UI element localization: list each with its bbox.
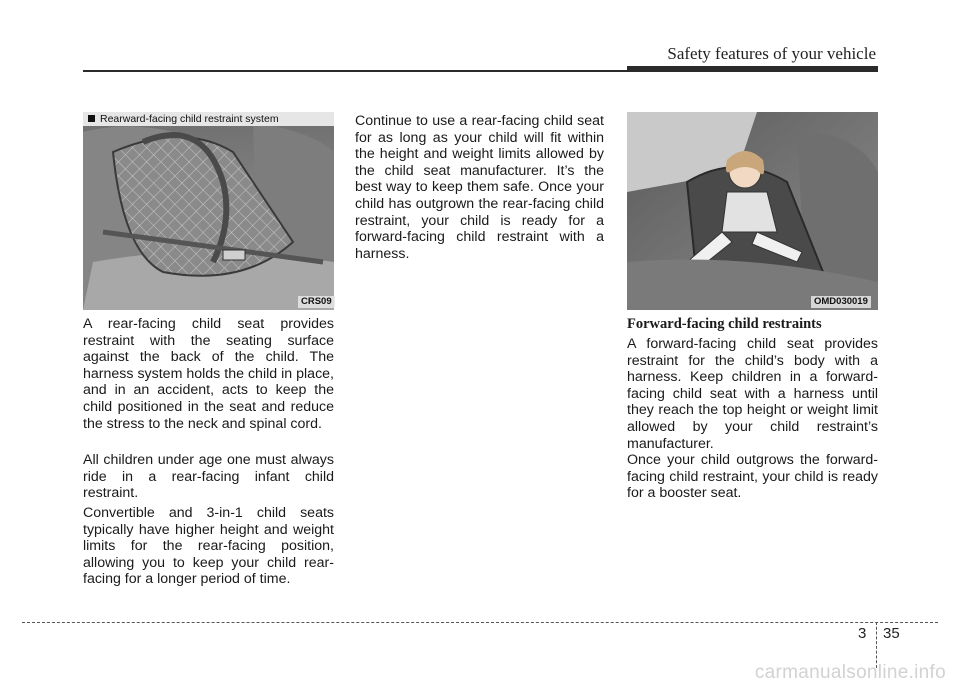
column3-paragraph-1: A forward-facing child seat provides restraint for the child’s body with a harness. Keep children in a forward-facing child seat with a harness until they reach the top height or weight limit allowed by your child restraint’s manufacturer. [627,336,878,452]
column1-paragraph-3: Convertible and 3-in-1 child seats typically have higher height and weight limits for the rear-facing position, allowing you to keep your child rear-facing for a longer period of time. [83,505,334,588]
rear-facing-seat-illustration [83,112,334,310]
footer-rule [22,622,938,623]
figure-code-left: CRS09 [298,296,335,308]
figure-caption [83,112,334,126]
header-title: Safety features of your vehicle [667,44,876,63]
forward-facing-seat-illustration [627,112,878,310]
figure-rear-facing-seat [83,112,334,310]
figure-caption-text: Rearward-facing child restraint system [100,113,279,125]
column1-paragraph-1: A rear-facing child seat provides restraint with the seating surface against the back of the child. The harness system holds the child in place, and in an accident, acts to keep the child positioned in the seat and reduce the stress to the neck and spinal cord. [83,316,334,432]
column3-paragraph-2: Once your child outgrows the forward-facing child restraint, your child is ready for a booster seat. [627,452,878,502]
caption-square-icon [88,115,95,122]
watermark: carmanualsonline.info [754,662,946,683]
figure-code-right: OMD030019 [811,296,871,308]
column1-paragraph-2: All children under age one must always ride in a rear-facing infant child restraint. [83,452,334,502]
column2-paragraph-1: Continue to use a rear-facing child seat for as long as your child will fit within the height and weight limits allowed by the child seat manufacturer. It’s the best way to keep them safe. Once your child has outgrown the rear-facing child restraint, your child is ready for a forward-facing child restraint with a harness. [355,113,604,262]
page-number: 35 [883,625,900,642]
page-chapter: 3 [858,625,867,642]
section-heading: Forward-facing child restraints [627,316,822,332]
header-rule-accent [627,66,878,72]
figure-forward-facing-seat [627,112,878,310]
